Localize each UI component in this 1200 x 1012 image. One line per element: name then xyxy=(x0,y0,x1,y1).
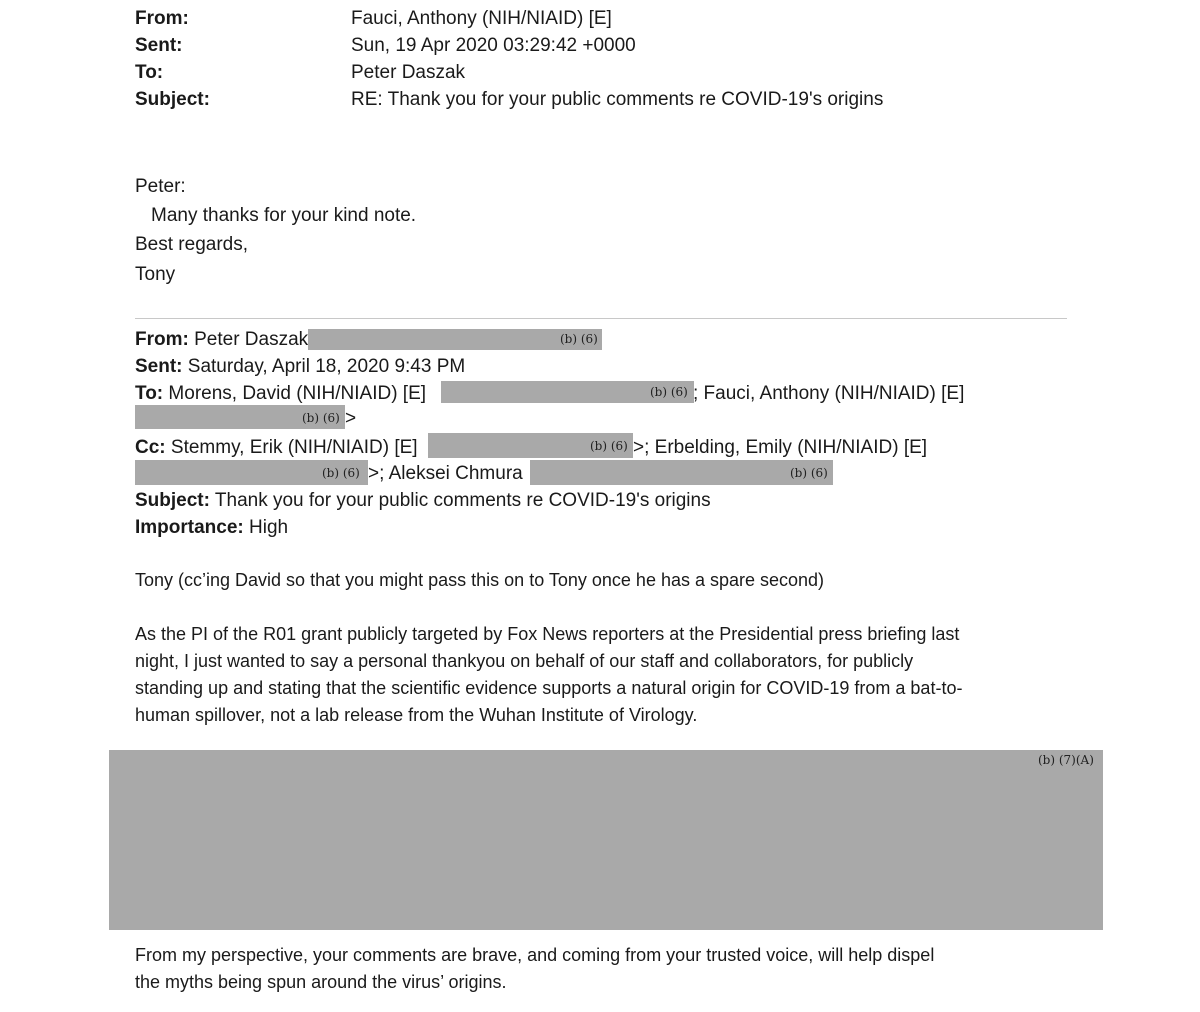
reply-subject-value: RE: Thank you for your public comments re COVID-19's origins xyxy=(351,89,884,110)
orig-from-label: From: xyxy=(135,329,189,350)
orig-sent-line xyxy=(135,356,465,378)
paragraph-line: From my perspective, your comments are brave, and coming from your trusted voice, will help dispel xyxy=(135,945,935,965)
orig-cc-line xyxy=(135,437,418,459)
redaction-box xyxy=(308,329,602,350)
reply-subject-label: Subject: xyxy=(135,89,210,110)
redaction-code: (b) (6) xyxy=(302,411,340,425)
orig-importance-value: High xyxy=(249,517,289,538)
orig-subject-line xyxy=(135,490,711,512)
redaction-code: (b) (7)(A) xyxy=(1038,753,1094,767)
orig-to-label: To: xyxy=(135,383,164,404)
orig-cc-label: Cc: xyxy=(135,437,166,458)
orig-from-line xyxy=(135,329,308,351)
orig-to-value-1: Morens, David (NIH/NIAID) [E] xyxy=(168,383,427,404)
reply-sent-label: Sent: xyxy=(135,35,183,56)
redaction-code: (b) (6) xyxy=(790,466,828,480)
orig-paragraph-1: Tony (cc’ing David so that you might pass this on to Tony once he has a spare second) xyxy=(135,570,825,590)
redaction-box xyxy=(530,460,833,485)
orig-cc-value-3: >; Aleksei Chmura xyxy=(368,463,523,484)
orig-paragraph-3 xyxy=(135,942,934,996)
reply-from-value: Fauci, Anthony (NIH/NIAID) [E] xyxy=(351,8,612,29)
orig-cc-value-1: Stemmy, Erik (NIH/NIAID) [E] xyxy=(170,437,418,458)
redaction-code: (b) (6) xyxy=(590,439,628,453)
paragraph-line: As the PI of the R01 grant publicly targeted by Fox News reporters at the Presidential press briefing last xyxy=(135,624,960,644)
paragraph-line: standing up and stating that the scientific evidence supports a natural origin for COVID-19 from a bat-to- xyxy=(135,678,963,698)
orig-subject-label: Subject: xyxy=(135,490,210,511)
reply-to-value: Peter Daszak xyxy=(351,62,466,83)
redaction-code: (b) (6) xyxy=(650,385,688,399)
reply-sent-value: Sun, 19 Apr 2020 03:29:42 +0000 xyxy=(351,35,636,56)
redaction-code: (b) (6) xyxy=(560,332,598,346)
orig-from-value: Peter Daszak xyxy=(194,329,309,350)
reply-closing: Best regards, xyxy=(135,234,248,255)
reply-to-label: To: xyxy=(135,62,164,83)
reply-greeting: Peter: xyxy=(135,176,186,197)
separator-rule xyxy=(135,318,1067,319)
orig-paragraph-2 xyxy=(135,621,962,729)
reply-from-label: From: xyxy=(135,8,189,29)
orig-importance-label: Importance: xyxy=(135,517,244,538)
orig-to-value-2: ; Fauci, Anthony (NIH/NIAID) [E] xyxy=(693,383,965,404)
orig-cc-value-2: >; Erbelding, Emily (NIH/NIAID) [E] xyxy=(633,437,928,458)
orig-subject-value: Thank you for your public comments re COVID-19's origins xyxy=(214,490,711,511)
orig-importance-line xyxy=(135,517,288,539)
reply-signature: Tony xyxy=(135,264,176,285)
paragraph-line: night, I just wanted to say a personal thankyou on behalf of our staff and collaborators, for publicly xyxy=(135,651,914,671)
paragraph-line: human spillover, not a lab release from the Wuhan Institute of Virology. xyxy=(135,705,698,725)
paragraph-line: the myths being spun around the virus’ origins. xyxy=(135,972,507,992)
reply-body: Many thanks for your kind note. xyxy=(151,205,417,226)
orig-sent-value: Saturday, April 18, 2020 9:43 PM xyxy=(187,356,466,377)
orig-to-value-3: > xyxy=(345,408,357,429)
redaction-code: (b) (6) xyxy=(322,466,360,480)
orig-to-line xyxy=(135,383,426,405)
redaction-block xyxy=(109,750,1103,930)
orig-sent-label: Sent: xyxy=(135,356,183,377)
